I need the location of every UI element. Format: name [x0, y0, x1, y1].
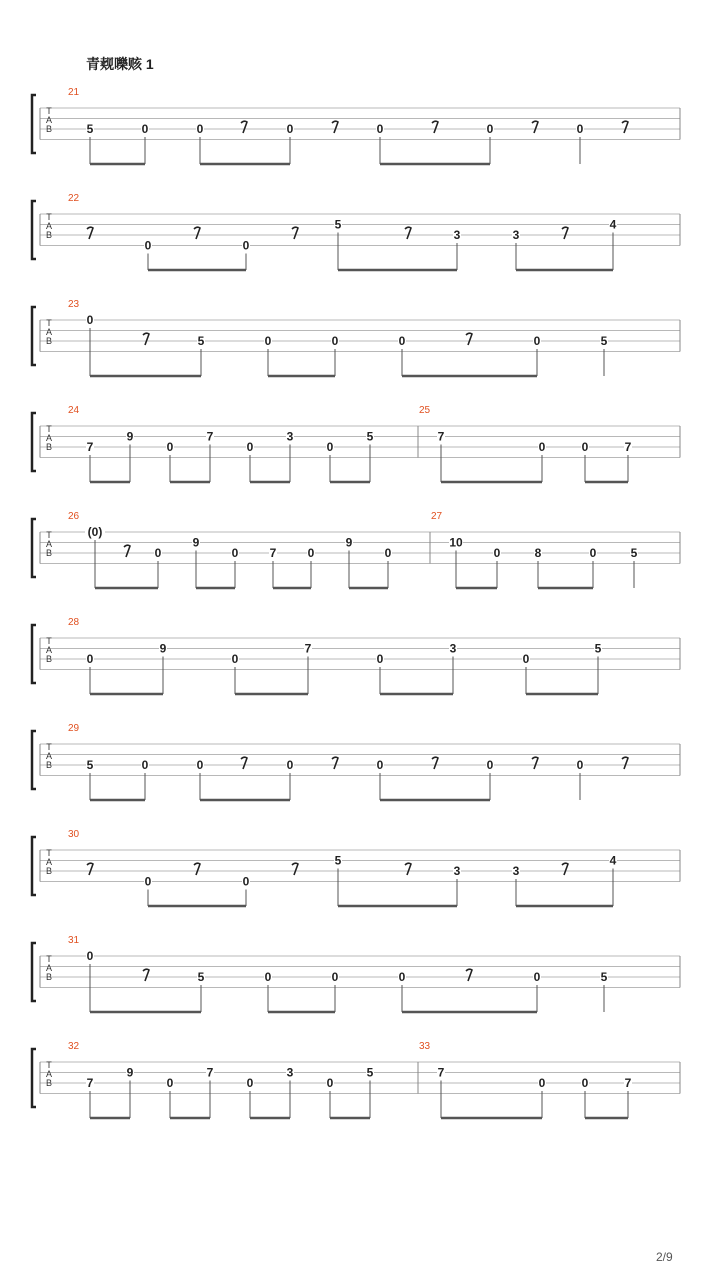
- measure-number: 22: [68, 193, 80, 204]
- tab-clef-letter: T: [46, 636, 52, 646]
- tab-clef-letter: T: [46, 212, 52, 222]
- tab-clef-letter: A: [45, 327, 53, 337]
- fret-number: 5: [594, 641, 602, 656]
- fret-number: 7: [437, 429, 445, 444]
- fret-number: 3: [512, 864, 520, 878]
- tab-clef-letter: A: [45, 221, 53, 231]
- fret-number: 0: [264, 970, 272, 984]
- fret-number: 5: [86, 122, 94, 136]
- rest-symbol: [405, 863, 411, 875]
- measure-number: 21: [68, 87, 80, 98]
- tab-clef-letter: A: [45, 963, 53, 973]
- fret-number: 0: [533, 334, 541, 348]
- system-bracket: [32, 837, 36, 895]
- rest-symbol: [562, 863, 568, 875]
- fret-number: 5: [630, 546, 638, 560]
- fret-number: 0: [398, 970, 406, 984]
- tab-clef-letter: A: [45, 539, 53, 549]
- fret-number: 0: [246, 1076, 254, 1090]
- system-bracket: [32, 519, 36, 577]
- rest-symbol: [143, 969, 149, 981]
- fret-number: 0: [538, 440, 546, 454]
- fret-number: 3: [453, 864, 461, 878]
- fret-number: 0: [581, 1076, 589, 1090]
- tab-clef-letter: B: [45, 972, 53, 982]
- rest-symbol: [241, 121, 247, 133]
- measure-number: 33: [419, 1041, 431, 1052]
- fret-number: 5: [366, 429, 374, 444]
- measure-number: 25: [419, 405, 431, 416]
- rest-symbol: [466, 333, 472, 345]
- rest-symbol: [562, 227, 568, 239]
- fret-number: 0: [384, 546, 392, 560]
- fret-number: 7: [269, 546, 277, 560]
- rest-symbol: [622, 757, 628, 769]
- fret-number: 0: [144, 238, 152, 253]
- fret-number: 0: [264, 334, 272, 348]
- system-bracket: [32, 1049, 36, 1107]
- score-title: 青觌嚛赅 1: [86, 56, 154, 72]
- fret-number: 0: [486, 122, 494, 136]
- measure-number: 32: [68, 1041, 80, 1052]
- fret-number: 0: [86, 313, 94, 327]
- rest-symbol: [432, 757, 438, 769]
- rest-symbol: [241, 757, 247, 769]
- rest-symbol: [124, 545, 130, 557]
- tab-clef-letter: B: [45, 124, 53, 134]
- fret-number: 7: [304, 641, 312, 656]
- fret-number: 5: [334, 853, 342, 868]
- tab-clef-letter: T: [46, 1060, 52, 1070]
- system-bracket: [32, 731, 36, 789]
- fret-number: 7: [624, 440, 632, 454]
- fret-number: 3: [449, 641, 457, 656]
- measure-number: 30: [68, 829, 80, 840]
- page-number: 2/9: [656, 1250, 673, 1264]
- fret-number: 0: [286, 122, 294, 136]
- measure-number: 28: [68, 617, 80, 628]
- rest-symbol: [405, 227, 411, 239]
- fret-number: 7: [206, 1065, 214, 1080]
- fret-number: 0: [398, 334, 406, 348]
- measure-number: 29: [68, 723, 80, 734]
- tab-clef-letter: A: [45, 433, 53, 443]
- tab-clef-letter: T: [46, 954, 52, 964]
- fret-number: 7: [86, 1076, 94, 1090]
- tab-clef-letter: B: [45, 230, 53, 240]
- fret-number: 5: [197, 334, 205, 348]
- tab-clef-letter: A: [45, 115, 53, 125]
- fret-number: 0: [533, 970, 541, 984]
- tab-clef-letter: B: [45, 654, 53, 664]
- fret-number: 0: [326, 1076, 334, 1090]
- fret-number: 0: [486, 758, 494, 772]
- fret-number: 0: [196, 122, 204, 136]
- system-bracket: [32, 201, 36, 259]
- fret-number: 0: [326, 440, 334, 454]
- tab-clef-letter: A: [45, 645, 53, 655]
- rest-symbol: [466, 969, 472, 981]
- tab-clef-letter: B: [45, 548, 53, 558]
- tab-clef-letter: B: [45, 866, 53, 876]
- fret-number: 0: [307, 546, 315, 560]
- tab-clef-letter: T: [46, 318, 52, 328]
- rest-symbol: [622, 121, 628, 133]
- tab-clef-letter: A: [45, 857, 53, 867]
- fret-number: 7: [624, 1076, 632, 1090]
- fret-number: 3: [286, 429, 294, 444]
- fret-number: 0: [86, 652, 94, 666]
- rest-symbol: [194, 863, 200, 875]
- rest-symbol: [292, 227, 298, 239]
- fret-number: 5: [366, 1065, 374, 1080]
- fret-number: 0: [141, 122, 149, 136]
- fret-number: (0): [87, 525, 103, 539]
- fret-number: 5: [86, 758, 94, 772]
- measure-number: 31: [68, 935, 80, 946]
- fret-number: 5: [600, 970, 608, 984]
- rest-symbol: [332, 757, 338, 769]
- tab-clef-letter: B: [45, 760, 53, 770]
- fret-number: 0: [538, 1076, 546, 1090]
- fret-number: 0: [493, 546, 501, 560]
- fret-number: 9: [192, 535, 200, 550]
- fret-number: 5: [334, 217, 342, 232]
- fret-number: 0: [576, 122, 584, 136]
- fret-number: 0: [589, 546, 597, 560]
- rest-symbol: [532, 757, 538, 769]
- fret-number: 7: [206, 429, 214, 444]
- tab-clef-letter: A: [45, 1069, 53, 1079]
- fret-number: 0: [86, 949, 94, 963]
- fret-number: 0: [331, 970, 339, 984]
- fret-number: 0: [166, 1076, 174, 1090]
- fret-number: 0: [144, 874, 152, 889]
- fret-number: 0: [242, 238, 250, 253]
- measure-number: 23: [68, 299, 80, 310]
- rest-symbol: [194, 227, 200, 239]
- fret-number: 0: [376, 758, 384, 772]
- fret-number: 0: [376, 652, 384, 666]
- fret-number: 0: [581, 440, 589, 454]
- fret-number: 9: [126, 1065, 134, 1080]
- fret-number: 0: [166, 440, 174, 454]
- fret-number: 9: [159, 641, 167, 656]
- tab-clef-letter: T: [46, 848, 52, 858]
- fret-number: 0: [576, 758, 584, 772]
- fret-number: 3: [286, 1065, 294, 1080]
- fret-number: 9: [126, 429, 134, 444]
- tab-clef-letter: B: [45, 336, 53, 346]
- rest-symbol: [332, 121, 338, 133]
- fret-number: 3: [512, 228, 520, 242]
- tab-clef-letter: T: [46, 106, 52, 116]
- fret-number: 3: [453, 228, 461, 242]
- fret-number: 0: [231, 652, 239, 666]
- fret-number: 0: [196, 758, 204, 772]
- fret-number: 4: [609, 853, 617, 868]
- fret-number: 5: [197, 970, 205, 984]
- fret-number: 0: [231, 546, 239, 560]
- fret-number: 0: [242, 874, 250, 889]
- fret-number: 0: [286, 758, 294, 772]
- fret-number: 0: [154, 546, 162, 560]
- rest-symbol: [292, 863, 298, 875]
- system-bracket: [32, 413, 36, 471]
- tab-clef-letter: T: [46, 742, 52, 752]
- rest-symbol: [87, 227, 93, 239]
- fret-number: 0: [522, 652, 530, 666]
- tab-clef-letter: A: [45, 751, 53, 761]
- fret-number: 0: [376, 122, 384, 136]
- rest-symbol: [87, 863, 93, 875]
- rest-symbol: [432, 121, 438, 133]
- fret-number: 0: [331, 334, 339, 348]
- fret-number: 8: [534, 546, 542, 560]
- system-bracket: [32, 307, 36, 365]
- measure-number: 26: [68, 511, 80, 522]
- fret-number: 9: [345, 535, 353, 550]
- fret-number: 7: [437, 1065, 445, 1080]
- fret-number: 5: [600, 334, 608, 348]
- tab-clef-letter: B: [45, 442, 53, 452]
- system-bracket: [32, 95, 36, 153]
- tab-clef-letter: T: [46, 424, 52, 434]
- fret-number: 10: [449, 535, 463, 550]
- tab-clef-letter: B: [45, 1078, 53, 1088]
- rest-symbol: [143, 333, 149, 345]
- measure-number: 24: [68, 405, 80, 416]
- system-bracket: [32, 943, 36, 1001]
- tab-clef-letter: T: [46, 530, 52, 540]
- fret-number: 4: [609, 217, 617, 232]
- fret-number: 7: [86, 440, 94, 454]
- fret-number: 0: [246, 440, 254, 454]
- system-bracket: [32, 625, 36, 683]
- fret-number: 0: [141, 758, 149, 772]
- rest-symbol: [532, 121, 538, 133]
- measure-number: 27: [431, 511, 443, 522]
